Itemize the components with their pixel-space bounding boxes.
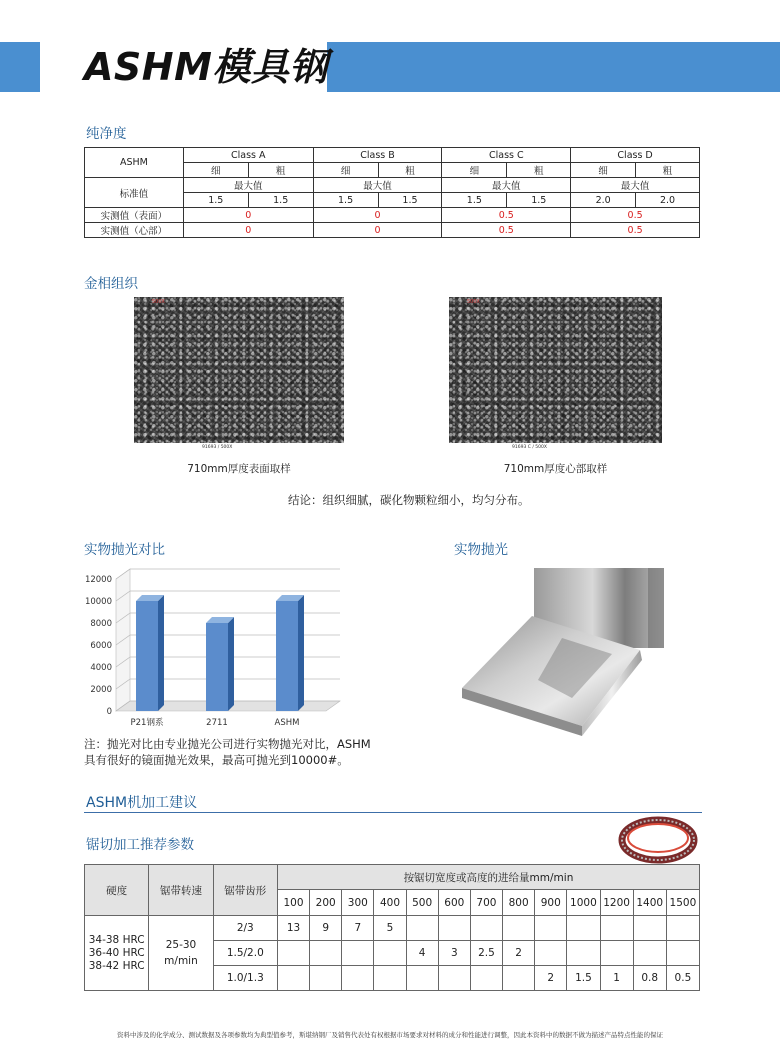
feed-cell <box>374 966 406 991</box>
feed-cell <box>277 966 309 991</box>
teeth-value: 1.5/2.0 <box>213 941 277 966</box>
class-a-header: Class A <box>183 148 313 163</box>
feed-cell <box>666 916 699 941</box>
width-header: 1000 <box>567 890 600 916</box>
micrograph-caption-core: 710mm厚度心部取样 <box>503 463 608 475</box>
std-value: 1.5 <box>183 193 248 208</box>
surface-value-d: 0.5 <box>571 208 700 223</box>
std-value: 2.0 <box>636 193 700 208</box>
width-header: 700 <box>470 890 502 916</box>
width-header: 400 <box>374 890 406 916</box>
polish-note-line2: 具有很好的镜面抛光效果，最高可抛光到10000#。 <box>84 753 349 767</box>
std-value: 1.5 <box>507 193 571 208</box>
feed-cell <box>535 916 567 941</box>
feed-cell: 2 <box>503 941 535 966</box>
feed-cell: 1.5 <box>567 966 600 991</box>
fine-label: 细 <box>571 163 636 178</box>
core-label: 实测值（心部） <box>85 223 184 238</box>
std-value: 1.5 <box>442 193 507 208</box>
fine-label: 细 <box>442 163 507 178</box>
feed-cell <box>503 916 535 941</box>
surface-value-c: 0.5 <box>442 208 571 223</box>
micrograph-scale-mark: 500X <box>152 299 165 305</box>
width-header: 800 <box>503 890 535 916</box>
purity-corner-label: ASHM <box>85 148 184 178</box>
surface-label: 实测值（表面） <box>85 208 184 223</box>
purity-table <box>84 147 700 238</box>
feed-cell <box>633 916 666 941</box>
hardness-value: 34-38 HRC <box>88 933 145 946</box>
hardness-cell <box>85 916 149 991</box>
core-value-c: 0.5 <box>442 223 571 238</box>
col-teeth: 锯带齿形 <box>213 865 277 916</box>
width-header: 500 <box>406 890 438 916</box>
feed-cell: 2.5 <box>470 941 502 966</box>
saw-band-icon <box>618 814 698 866</box>
y-tick-label: 4000 <box>90 663 112 673</box>
page-title: ASHM模具钢 <box>84 45 328 89</box>
feed-cell <box>342 966 374 991</box>
feed-cell <box>503 966 535 991</box>
footer-disclaimer: 资料中涉及的化学成分、测试数据及各项参数均为典型值参考，斯堪纳钢厂及销售代表处有权根据市场要求对材料的成分和性能进行调整，因此本资料中的数据不做为描述产品特点性能的保证 <box>117 1031 663 1039</box>
coarse-label: 粗 <box>636 163 700 178</box>
width-header: 600 <box>438 890 470 916</box>
feed-cell <box>438 966 470 991</box>
feed-cell <box>374 941 406 966</box>
header-band-right <box>327 42 780 92</box>
width-header: 1400 <box>633 890 666 916</box>
saw-params-title: 锯切加工推荐参数 <box>86 837 194 853</box>
speed-value: 25-30 <box>165 939 197 951</box>
fine-label: 细 <box>183 163 248 178</box>
y-tick-label: 2000 <box>90 685 112 695</box>
micrograph-scale-mark: 500X <box>467 299 480 305</box>
section-divider <box>84 812 702 813</box>
feed-cell: 4 <box>406 941 438 966</box>
bar-side <box>228 617 234 711</box>
core-value-d: 0.5 <box>571 223 700 238</box>
feed-cell <box>438 916 470 941</box>
feed-cell <box>600 941 633 966</box>
max-label: 最大值 <box>571 178 700 193</box>
max-label: 最大值 <box>183 178 313 193</box>
feed-cell: 3 <box>438 941 470 966</box>
max-label: 最大值 <box>313 178 442 193</box>
polish-comparison-chart <box>80 565 342 737</box>
coarse-label: 粗 <box>507 163 571 178</box>
y-tick-label: 8000 <box>90 619 112 629</box>
y-tick-label: 10000 <box>84 597 112 607</box>
width-header: 300 <box>342 890 374 916</box>
speed-unit: m/min <box>164 955 198 967</box>
feed-cell <box>470 966 502 991</box>
x-tick-label: P21钢系 <box>130 718 164 728</box>
feed-cell: 5 <box>374 916 406 941</box>
feed-cell <box>470 916 502 941</box>
core-value-b: 0 <box>313 223 442 238</box>
feed-cell <box>600 916 633 941</box>
std-label: 标准值 <box>85 178 184 208</box>
core-value-a: 0 <box>183 223 313 238</box>
feed-cell <box>535 941 567 966</box>
col-speed: 锯带转速 <box>149 865 213 916</box>
feed-cell: 13 <box>277 916 309 941</box>
feed-cell <box>310 966 342 991</box>
feed-cell: 0.8 <box>633 966 666 991</box>
polish-note-line1: 注：抛光对比由专业抛光公司进行实物抛光对比，ASHM <box>84 737 371 751</box>
std-value: 1.5 <box>248 193 313 208</box>
micrograph-code: 91693 / 500X <box>202 445 233 450</box>
machining-section-title: ASHM机加工建议 <box>86 795 198 811</box>
teeth-value: 1.0/1.3 <box>213 966 277 991</box>
y-tick-label: 6000 <box>90 641 112 651</box>
feed-cell <box>406 916 438 941</box>
feed-cell: 7 <box>342 916 374 941</box>
feed-cell <box>277 941 309 966</box>
micrograph-caption-surface: 710mm厚度表面取样 <box>187 463 291 475</box>
metallography-conclusion: 结论：组织细腻，碳化物颗粒细小，均匀分布。 <box>288 493 530 507</box>
max-label: 最大值 <box>442 178 571 193</box>
class-c-header: Class C <box>442 148 571 163</box>
x-tick-label: 2711 <box>206 718 228 728</box>
micrograph-surface <box>134 297 344 443</box>
fine-label: 细 <box>313 163 378 178</box>
width-header: 1500 <box>666 890 699 916</box>
coarse-label: 粗 <box>378 163 442 178</box>
metallography-section-title: 金相组织 <box>84 276 138 292</box>
saw-params-table <box>84 864 700 991</box>
width-header: 1200 <box>600 890 633 916</box>
width-header: 100 <box>277 890 309 916</box>
feed-cell <box>406 966 438 991</box>
teeth-value: 2/3 <box>213 916 277 941</box>
polish-photo-title: 实物抛光 <box>454 542 508 558</box>
hardness-value: 36-40 HRC <box>88 946 145 959</box>
feed-cell <box>666 941 699 966</box>
class-b-header: Class B <box>313 148 442 163</box>
feed-cell: 0.5 <box>666 966 699 991</box>
feed-cell: 2 <box>535 966 567 991</box>
purity-section-title: 纯净度 <box>86 126 127 142</box>
coarse-label: 粗 <box>248 163 313 178</box>
hardness-value: 38-42 HRC <box>88 959 145 972</box>
bar-side <box>298 595 304 711</box>
std-value: 1.5 <box>378 193 442 208</box>
y-tick-label: 12000 <box>84 575 112 585</box>
x-tick-label: ASHM <box>274 718 300 728</box>
col-feed: 按锯切宽度或高度的进给量mm/min <box>277 865 699 890</box>
surface-value-b: 0 <box>313 208 442 223</box>
width-header: 200 <box>310 890 342 916</box>
feed-cell <box>342 941 374 966</box>
width-header: 900 <box>535 890 567 916</box>
micrograph-core <box>449 297 662 443</box>
speed-cell <box>149 916 213 991</box>
std-value: 1.5 <box>313 193 378 208</box>
surface-value-a: 0 <box>183 208 313 223</box>
feed-cell <box>633 941 666 966</box>
std-value: 2.0 <box>571 193 636 208</box>
polish-chart-title: 实物抛光对比 <box>84 542 165 558</box>
header-band-left <box>0 42 40 92</box>
bar-side <box>158 595 164 711</box>
feed-cell <box>567 916 600 941</box>
class-d-header: Class D <box>571 148 700 163</box>
y-tick-label: 0 <box>106 707 112 717</box>
feed-cell <box>310 941 342 966</box>
bar <box>276 601 298 711</box>
polished-block-photo <box>452 568 674 740</box>
bar <box>206 623 228 711</box>
feed-cell: 1 <box>600 966 633 991</box>
table-row <box>85 916 700 941</box>
micrograph-code: 91693 C / 500X <box>512 445 547 450</box>
bar <box>136 601 158 711</box>
feed-cell <box>567 941 600 966</box>
feed-cell: 9 <box>310 916 342 941</box>
col-hardness: 硬度 <box>85 865 149 916</box>
